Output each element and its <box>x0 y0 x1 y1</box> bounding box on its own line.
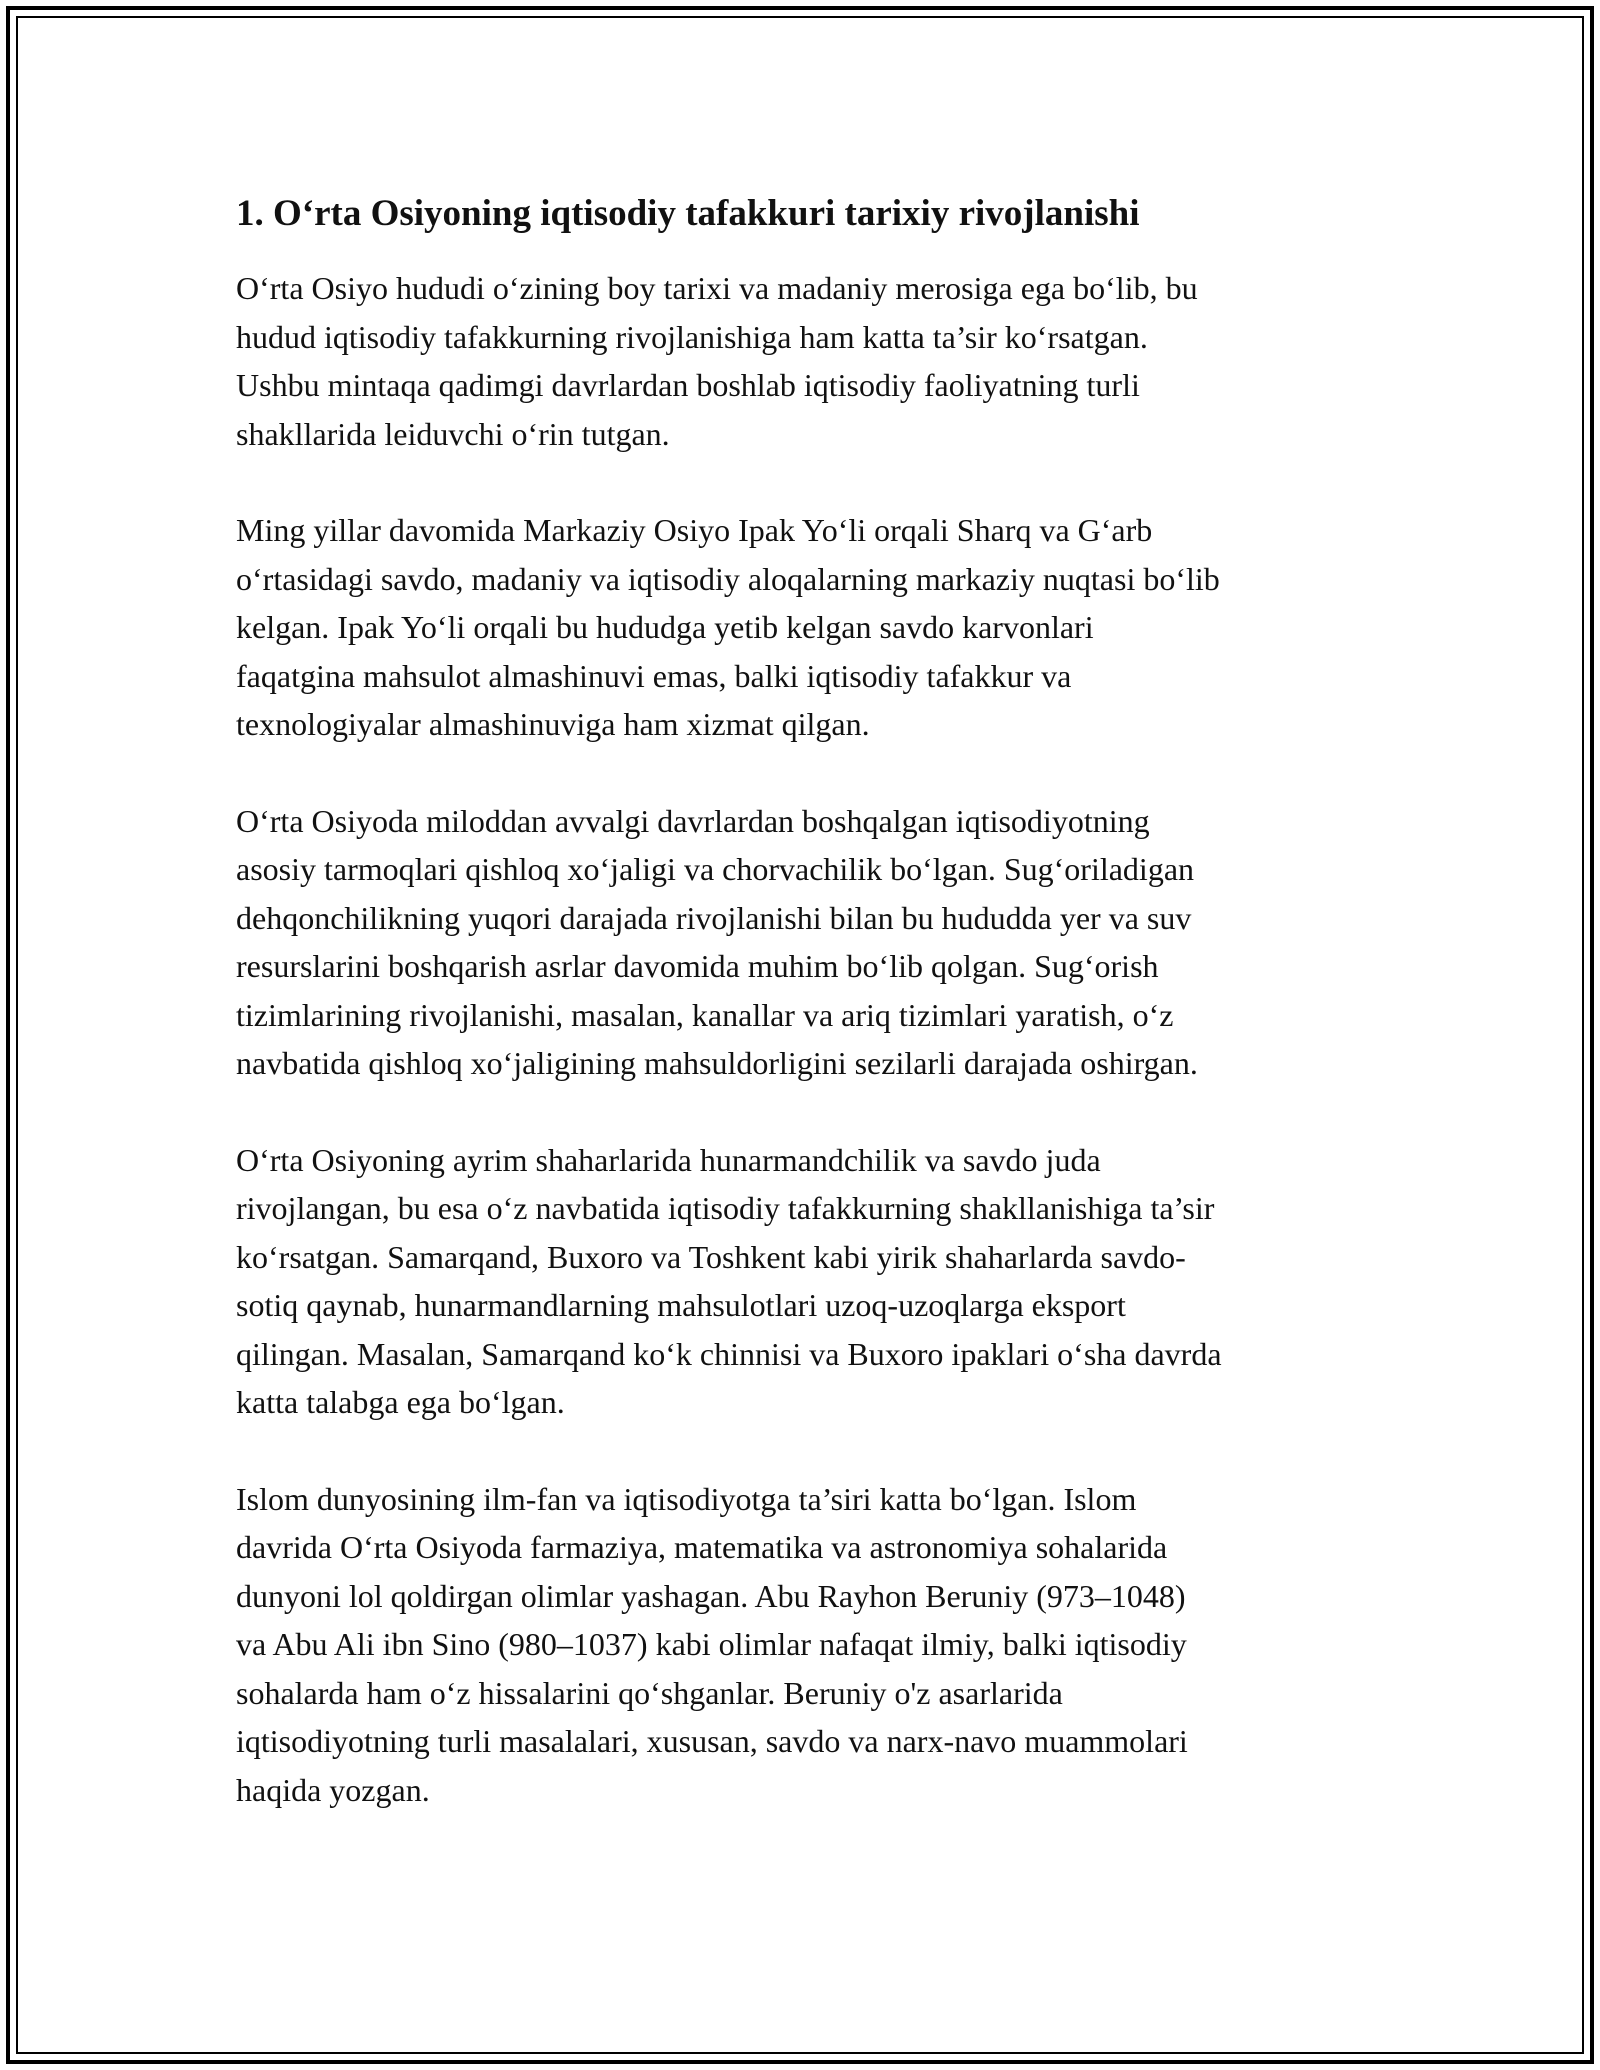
section-heading: 1. O‘rta Osiyoning iqtisodiy tafakkuri tarixiy rivojlanishi <box>236 193 1140 234</box>
paragraph-line: texnologiyalar almashinuviga ham xizmat qilgan. <box>236 706 870 742</box>
paragraph-line: sotiq qaynab, hunarmandlarning mahsulotlari uzoq-uzoqlarga eksport <box>236 1287 1126 1323</box>
paragraph-line: o‘rtasidagi savdo, madaniy va iqtisodiy aloqalarning markaziy nuqtasi bo‘lib <box>236 560 1220 597</box>
paragraph-line: Ming yillar davomida Markaziy Osiyo Ipak Yo‘li orqali Sharq va G‘arb <box>236 512 1153 548</box>
paragraph-line: dunyoni lol qoldirgan olimlar yashagan. Abu Rayhon Beruniy (973–1048) <box>236 1577 1186 1614</box>
paragraph-line: ko‘rsatgan. Samarqand, Buxoro va Toshkent kabi yirik shaharlarda savdo- <box>236 1238 1186 1275</box>
paragraph-line: shakllarida leiduvchi o‘rin tutgan. <box>236 415 670 452</box>
paragraph-3 <box>236 797 1376 1088</box>
paragraph-line: davrida O‘rta Osiyoda farmaziya, matematika va astronomiya sohalarida <box>236 1529 1168 1565</box>
paragraph-line: katta talabga ega bo‘lgan. <box>236 1384 565 1420</box>
paragraph-line: dehqonchilikning yuqori darajada rivojlanishi bilan bu hududda yer va suv <box>236 899 1192 936</box>
paragraph-line: sohalarda ham o‘z hissalarini qo‘shganlar. Beruniy o'z asarlarida <box>236 1674 1063 1711</box>
paragraph-line: O‘rta Osiyoda miloddan avvalgi davrlardan boshqalgan iqtisodiyotning <box>236 802 1150 839</box>
paragraph-line: kelgan. Ipak Yo‘li orqali bu hududga yetib kelgan savdo karvonlari <box>236 609 1094 645</box>
paragraph-line: Islom dunyosining ilm-fan va iqtisodiyotga ta’siri katta bo‘lgan. Islom <box>236 1480 1137 1517</box>
document-body <box>236 186 1376 1862</box>
paragraph-line: rivojlangan, bu esa o‘z navbatida iqtisodiy tafakkurning shakllanishiga ta’sir <box>236 1190 1215 1226</box>
paragraph-line: resurslarini boshqarish asrlar davomida muhim bo‘lib qolgan. Sug‘orish <box>236 948 1159 984</box>
paragraph-line: hudud iqtisodiy tafakkurning rivojlanishiga ham katta ta’sir ko‘rsatgan. <box>236 318 1148 355</box>
paragraph-line: haqida yozgan. <box>236 1771 430 1808</box>
paragraph-line: O‘rta Osiyo hududi o‘zining boy tarixi va madaniy merosiga ega bo‘lib, bu <box>236 270 1198 306</box>
paragraph-line: iqtisodiyotning turli masalalari, xususan, savdo va narx-navo muammolari <box>236 1723 1188 1759</box>
paragraph-line: va Abu Ali ibn Sino (980–1037) kabi olimlar nafaqat ilmiy, balki iqtisodiy <box>236 1626 1187 1662</box>
paragraph-line: asosiy tarmoqlari qishloq xo‘jaligi va chorvachilik bo‘lgan. Sug‘oriladigan <box>236 851 1195 887</box>
paragraph-line: qilingan. Masalan, Samarqand ko‘k chinnisi va Buxoro ipaklari o‘sha davrda <box>236 1335 1222 1372</box>
paragraph-line: Ushbu mintaqa qadimgi davrlardan boshlab iqtisodiy faoliyatning turli <box>236 367 1140 403</box>
paragraph-4 <box>236 1136 1376 1427</box>
paragraph-2 <box>236 506 1376 749</box>
paragraph-line: faqatgina mahsulot almashinuvi emas, balki iqtisodiy tafakkur va <box>236 657 1072 694</box>
paragraph-line: navbatida qishloq xo‘jaligining mahsuldorligini sezilarli darajada oshirgan. <box>236 1045 1198 1081</box>
paragraph-5 <box>236 1475 1376 1815</box>
paragraph-line: O‘rta Osiyoning ayrim shaharlarida hunarmandchilik va savdo juda <box>236 1141 1101 1178</box>
paragraph-1 <box>236 264 1376 458</box>
paragraph-line: tizimlarining rivojlanishi, masalan, kanallar va ariq tizimlari yaratish, o‘z <box>236 996 1174 1033</box>
